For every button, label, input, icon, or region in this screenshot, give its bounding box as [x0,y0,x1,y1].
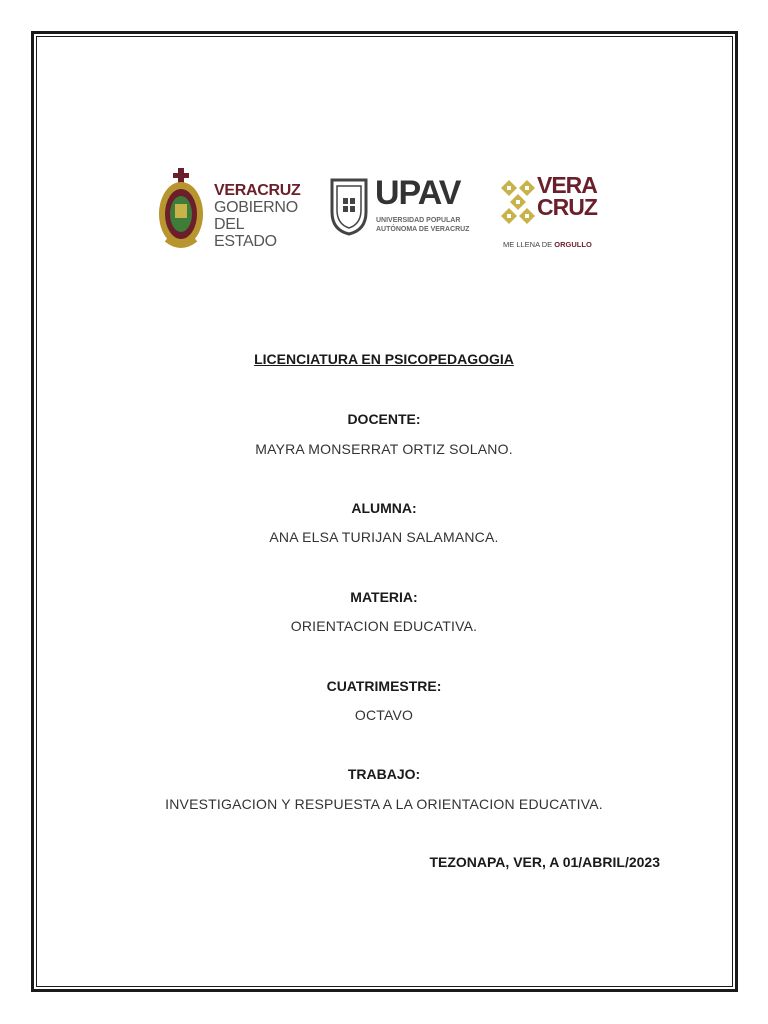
teacher-name: MAYRA MONSERRAT ORTIZ SOLANO. [255,441,513,457]
gobierno-line3: DEL ESTADO [214,216,277,250]
teacher-label: DOCENTE: [347,411,421,427]
work-label: TRABAJO: [347,766,421,782]
upav-line2: AUTÓNOMA DE VERACRUZ [376,226,470,233]
vera-tag-bold: ORGULLO [554,240,592,249]
logo-bar [0,164,768,254]
veracruz-pattern-icon [501,180,535,224]
upav-logo [330,174,470,242]
vera-line1: VERA [537,172,597,198]
work-title: INVESTIGACION Y RESPUESTA A LA ORIENTACION EDUCATIVA. [165,796,603,812]
student-label: ALUMNA: [351,500,417,516]
term-label: CUATRIMESTRE: [326,678,442,694]
term-value: OCTAVO [354,707,414,723]
vera-line2: CRUZ [537,194,597,220]
gobierno-line1: VERACRUZ [214,182,301,199]
veracruz-gobierno-logo [156,166,301,254]
subject-label: MATERIA: [350,589,418,605]
upav-line1: UNIVERSIDAD POPULAR [376,217,461,224]
upav-name: UPAV [375,174,461,212]
vera-tag-prefix: ME LLENA DE [503,240,553,249]
student-name: ANA ELSA TURIJAN SALAMANCA. [269,529,499,545]
place-date: TEZONAPA, VER, A 01/ABRIL/2023 [429,854,660,870]
vera-tagline [503,240,592,249]
program-title: LICENCIATURA EN PSICOPEDAGOGIA [254,351,514,367]
veracruz-orgullo-logo [501,172,601,254]
coat-of-arms-icon [156,166,206,254]
subject-name: ORIENTACION EDUCATIVA. [290,618,478,634]
upav-shield-icon [330,178,368,236]
gobierno-line2: GOBIERNO [214,199,298,216]
